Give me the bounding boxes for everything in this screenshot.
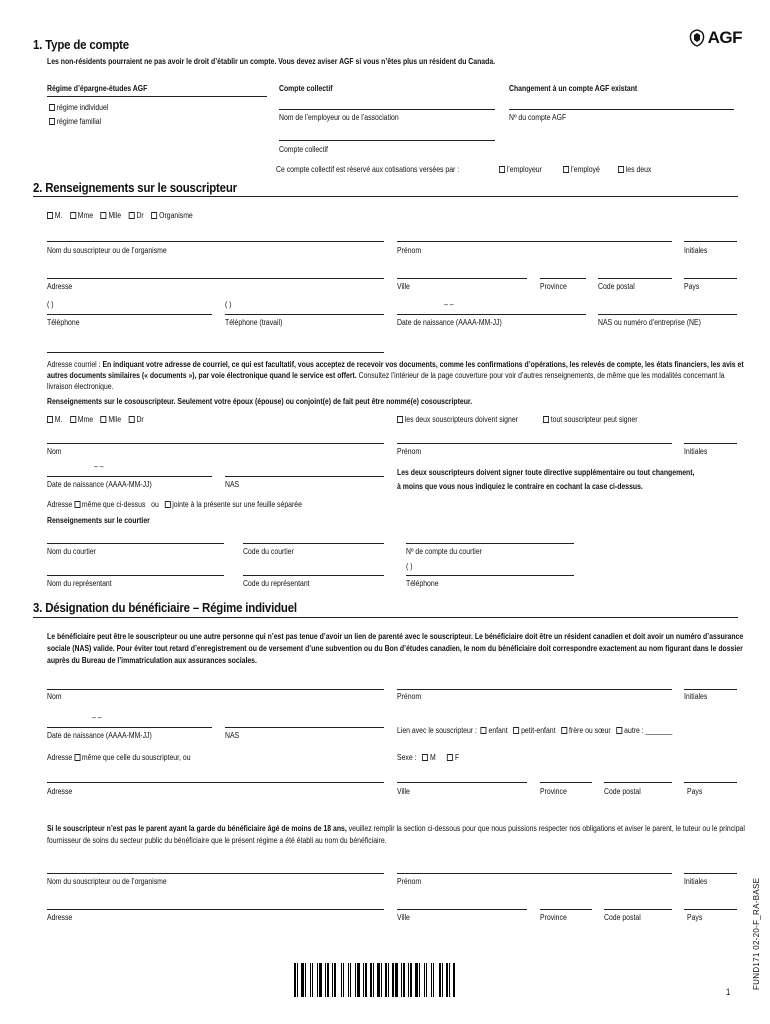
barcode-bar xyxy=(375,963,376,997)
barcode-bar xyxy=(332,963,333,997)
co-same-address-checkbox[interactable] xyxy=(74,501,80,508)
broker-phone-parens: ( ) xyxy=(406,562,413,571)
barcode-bar xyxy=(368,963,369,997)
barcode-bar xyxy=(352,963,354,997)
barcode-bar xyxy=(390,963,391,997)
subscriber-address-field[interactable] xyxy=(47,278,384,279)
both-sign-note-1: Les deux souscripteurs doivent signer toute directive supplémentaire ou tout changement, xyxy=(397,468,695,477)
individual-plan-option[interactable]: régime individuel xyxy=(49,103,108,112)
agf-account-field[interactable] xyxy=(509,109,734,110)
mr-checkbox[interactable] xyxy=(47,212,53,219)
group-account-field[interactable] xyxy=(279,140,495,141)
section-1-title: 1. Type de compte xyxy=(33,37,129,52)
subscriber-name-label: Nom du souscripteur ou de l’organisme xyxy=(47,246,167,255)
guardian-first-field[interactable] xyxy=(397,873,672,874)
beneficiary-first-label: Prénom xyxy=(397,692,422,701)
beneficiary-nas-field[interactable] xyxy=(225,727,384,728)
beneficiary-same-address-checkbox[interactable] xyxy=(74,754,80,761)
family-plan-checkbox[interactable] xyxy=(49,118,55,125)
beneficiary-first-field[interactable] xyxy=(397,689,672,690)
any-sign-checkbox[interactable] xyxy=(543,416,549,423)
barcode-bar xyxy=(424,963,425,997)
barcode-bar xyxy=(361,963,362,997)
subscriber-province-field[interactable] xyxy=(540,278,586,279)
co-initials-field[interactable] xyxy=(684,443,737,444)
nonresident-note: Les non-résidents pourraient ne pas avoir le droit d’établir un compte. Vous devez aviser AGF si vous n’êtes plus un résident du Canada. xyxy=(47,57,496,66)
beneficiary-initials-label: Initiales xyxy=(684,692,708,701)
group-account-label: Compte collectif xyxy=(279,145,328,154)
co-name-field[interactable] xyxy=(47,443,384,444)
employee-option[interactable]: l’employé xyxy=(563,165,600,174)
reserved-contributions-label: Ce compte collectif est réservé aux cotisations versées par : xyxy=(276,165,460,174)
broker-phone-label: Téléphone xyxy=(406,579,439,588)
guardian-country-field[interactable] xyxy=(684,909,737,910)
agf-account-label: Nº du compte AGF xyxy=(509,113,567,122)
subscriber-first-field[interactable] xyxy=(397,241,672,242)
barcode-bar xyxy=(310,963,311,997)
both-sign-checkbox[interactable] xyxy=(397,416,403,423)
phone-parens: ( ) xyxy=(47,300,54,309)
dob-dashes: – – xyxy=(444,300,454,309)
dr-checkbox[interactable] xyxy=(129,212,135,219)
subscriber-initials-field[interactable] xyxy=(684,241,737,242)
barcode-bar xyxy=(399,963,400,997)
both-sign-note-2: à moins que vous nous indiquiez le contraire en cochant la case ci-dessus. xyxy=(397,482,643,491)
email-consent-text: Adresse courriel : En indiquant votre adresse de courriel, ce qui est facultatif, vous acceptez de recevoir vos documents, comme les confirmations d’opérations, les relevés de compte, les états financiers, les avis et autres documents similaires (« documents »), par voie électronique quand le service est offert. Consultez l’intérieur de la page couverture pour voir d’autres renseignements, de même que les modalités concernant la livraison électronique. xyxy=(47,360,744,391)
form-code: FUND171 02-20-F_RA-BASE xyxy=(752,877,761,990)
barcode-bar xyxy=(453,963,455,997)
co-dr-checkbox[interactable] xyxy=(129,416,135,423)
rep-code-field[interactable] xyxy=(243,575,384,576)
barcode-bar xyxy=(370,963,372,997)
barcode-bar xyxy=(388,963,389,997)
guardian-country-label: Pays xyxy=(687,913,703,922)
barcode-bar xyxy=(401,963,402,997)
barcode-bar xyxy=(385,963,387,997)
sibling-checkbox[interactable] xyxy=(561,727,567,734)
barcode-bar xyxy=(406,963,407,997)
barcode-bar xyxy=(365,963,367,997)
other-checkbox[interactable] xyxy=(616,727,622,734)
co-name-label: Nom xyxy=(47,447,62,456)
guardian-initials-label: Initiales xyxy=(684,877,708,886)
co-address-options[interactable]: Adresse même que ci-dessus ou jointe à la présente sur une feuille séparée xyxy=(47,500,302,509)
both-option[interactable]: les deux xyxy=(618,165,651,174)
barcode-bar xyxy=(392,963,394,997)
barcode-bar xyxy=(426,963,427,997)
co-initials-label: Initiales xyxy=(684,447,708,456)
beneficiary-address-field[interactable] xyxy=(47,782,384,783)
beneficiary-name-label: Nom xyxy=(47,692,62,701)
beneficiary-postal-label: Code postal xyxy=(604,787,641,796)
barcode-bar xyxy=(428,963,430,997)
subscriber-city-field[interactable] xyxy=(397,278,527,279)
beneficiary-dob-label: Date de naissance (AAAA-MM-JJ) xyxy=(47,731,152,740)
section-2-title: 2. Renseignements sur le souscripteur xyxy=(33,180,237,195)
barcode-bar xyxy=(410,963,412,997)
barcode-bar xyxy=(444,963,445,997)
barcode-bar xyxy=(319,963,322,997)
beneficiary-province-field[interactable] xyxy=(540,782,592,783)
both-checkbox[interactable] xyxy=(618,166,624,173)
employer-name-label: Nom de l’employeur ou de l’association xyxy=(279,113,399,122)
barcode-bar xyxy=(439,963,441,997)
child-checkbox[interactable] xyxy=(481,727,487,734)
barcode-bar xyxy=(325,963,326,997)
co-nas-label: NAS xyxy=(225,480,240,489)
broker-code-label: Code du courtier xyxy=(243,547,294,556)
barcode-bar xyxy=(403,963,405,997)
beneficiary-address-label: Adresse xyxy=(47,787,73,796)
barcode-bar xyxy=(413,963,414,997)
guardian-address-field[interactable] xyxy=(47,909,384,910)
miss-checkbox[interactable] xyxy=(101,212,107,219)
barcode-bar xyxy=(408,963,409,997)
both-sign-option[interactable]: les deux souscripteurs doivent signer xyxy=(397,415,518,424)
resp-heading: Régime d’épargne-études AGF xyxy=(47,84,148,93)
group-account-heading: Compte collectif xyxy=(279,84,333,93)
guardian-initials-field[interactable] xyxy=(684,873,737,874)
co-mrs-checkbox[interactable] xyxy=(70,416,76,423)
barcode-bar xyxy=(431,963,432,997)
subscriber-province-label: Province xyxy=(540,282,567,291)
subscriber-nas-field[interactable] xyxy=(598,314,737,315)
barcode-bar xyxy=(345,963,347,997)
broker-name-field[interactable] xyxy=(47,543,224,544)
barcode-bar xyxy=(327,963,329,997)
beneficiary-dob-dashes: – – xyxy=(92,713,102,722)
beneficiary-country-label: Pays xyxy=(687,787,703,796)
barcode-bar xyxy=(307,963,309,997)
barcode-bar xyxy=(421,963,423,997)
barcode-bar xyxy=(435,963,438,997)
beneficiary-postal-field[interactable] xyxy=(604,782,672,783)
cosubscriber-title-options[interactable]: M. Mme Mlle Dr xyxy=(47,415,144,424)
barcode-bar xyxy=(433,963,434,997)
beneficiary-initials-field[interactable] xyxy=(684,689,737,690)
email-field[interactable] xyxy=(47,352,384,353)
broker-name-label: Nom du courtier xyxy=(47,547,96,556)
grandchild-checkbox[interactable] xyxy=(513,727,519,734)
guardian-address-label: Adresse xyxy=(47,913,73,922)
sex-m-checkbox[interactable] xyxy=(422,754,428,761)
beneficiary-name-field[interactable] xyxy=(47,689,384,690)
mrs-checkbox[interactable] xyxy=(70,212,76,219)
barcode-bar xyxy=(294,963,296,997)
barcode xyxy=(294,963,460,997)
sex-f-checkbox[interactable] xyxy=(447,754,453,761)
barcode-bar xyxy=(449,963,450,997)
employer-name-field[interactable] xyxy=(279,109,495,110)
barcode-bar xyxy=(323,963,324,997)
existing-account-heading: Changement à un compte AGF existant xyxy=(509,84,638,93)
employer-checkbox[interactable] xyxy=(499,166,505,173)
co-dob-label: Date de naissance (AAAA-MM-JJ) xyxy=(47,480,152,489)
beneficiary-nas-label: NAS xyxy=(225,731,240,740)
co-dob-dashes: – – xyxy=(94,462,104,471)
subscriber-work-phone-field[interactable] xyxy=(225,314,384,315)
section-3-title: 3. Désignation du bénéficiaire – Régime individuel xyxy=(33,600,297,615)
subscriber-dob-label: Date de naissance (AAAA-MM-JJ) xyxy=(397,318,502,327)
barcode-bar xyxy=(415,963,418,997)
barcode-bar xyxy=(383,963,384,997)
broker-account-label: Nº de compte du courtier xyxy=(406,547,482,556)
barcode-bar xyxy=(357,963,360,997)
co-miss-checkbox[interactable] xyxy=(101,416,107,423)
subscriber-name-field[interactable] xyxy=(47,241,384,242)
relationship-options[interactable]: Lien avec le souscripteur : enfant petit-enfant frère ou sœur autre : _______ xyxy=(397,726,673,735)
barcode-bar xyxy=(305,963,306,997)
barcode-bar xyxy=(337,963,340,997)
sex-options[interactable]: Sexe : M F xyxy=(397,753,460,762)
agf-logo-text: AGF xyxy=(707,28,742,47)
barcode-bar xyxy=(363,963,364,997)
rep-code-label: Code du représentant xyxy=(243,579,310,588)
guardian-province-field[interactable] xyxy=(540,909,592,910)
cosubscriber-heading: Renseignements sur le cosouscripteur. Seulement votre époux (épouse) ou conjoint(e) de fait peut être nommé(e) cosouscripteur. xyxy=(47,397,473,406)
barcode-bar xyxy=(297,963,298,997)
beneficiary-paragraph: Le bénéficiaire peut être le souscripteur ou une autre personne qui n’est pas tenue d’avoir un lien de parenté avec le souscripteur. Le bénéficiaire doit être un résident canadien et doit avoir un numéro d’assurance sociale (NAS) valide. Pour éviter tout retard d’enregistrement ou de versement d’une subvention ou du Bon d’études canadien, le nom du bénéficiaire doit correspondre exactement au nom figurant dans le dossier auprès du Bureau de l’immatriculation aux assurances sociales. xyxy=(47,632,744,665)
rep-name-field[interactable] xyxy=(47,575,224,576)
guardian-postal-label: Code postal xyxy=(604,913,641,922)
subscriber-postal-field[interactable] xyxy=(598,278,672,279)
subscriber-phone-label: Téléphone xyxy=(47,318,80,327)
guardian-first-label: Prénom xyxy=(397,877,422,886)
guardian-note: Si le souscripteur n’est pas le parent ayant la garde du bénéficiaire âgé de moins de 18 ans, veuillez remplir la section ci-dessous pour que nous puissions respecter nos obligations et aviser le parent, le tuteur ou le principal fournisseur de soins du secteur public du bénéficiaire que le présent régime a été établi au nom du bénéficiaire. xyxy=(47,824,745,845)
barcode-bar xyxy=(330,963,331,997)
subscriber-country-label: Pays xyxy=(684,282,700,291)
agf-lion-icon xyxy=(689,29,705,47)
barcode-bar xyxy=(451,963,452,997)
broker-code-field[interactable] xyxy=(243,543,384,544)
barcode-bar xyxy=(341,963,342,997)
co-dob-field[interactable] xyxy=(47,476,212,477)
beneficiary-province-label: Province xyxy=(540,787,567,796)
co-first-field[interactable] xyxy=(397,443,672,444)
beneficiary-dob-field[interactable] xyxy=(47,727,212,728)
work-phone-parens: ( ) xyxy=(225,300,232,309)
subscriber-postal-label: Code postal xyxy=(598,282,635,291)
employer-option[interactable]: l’employeur xyxy=(499,165,542,174)
barcode-bar xyxy=(373,963,374,997)
barcode-bar xyxy=(381,963,382,997)
beneficiary-same-address-option[interactable]: Adresse même que celle du souscripteur, ou xyxy=(47,753,191,762)
rep-name-label: Nom du représentant xyxy=(47,579,112,588)
guardian-name-label: Nom du souscripteur ou de l’organisme xyxy=(47,877,167,886)
employee-checkbox[interactable] xyxy=(563,166,569,173)
individual-plan-checkbox[interactable] xyxy=(49,104,55,111)
subscriber-city-label: Ville xyxy=(397,282,410,291)
subscriber-country-field[interactable] xyxy=(684,278,737,279)
subscriber-work-phone-label: Téléphone (travail) xyxy=(225,318,283,327)
co-first-label: Prénom xyxy=(397,447,422,456)
co-nas-field[interactable] xyxy=(225,476,384,477)
broker-account-field[interactable] xyxy=(406,543,574,544)
subscriber-address-label: Adresse xyxy=(47,282,73,291)
barcode-bar xyxy=(312,963,313,997)
barcode-bar xyxy=(442,963,443,997)
beneficiary-city-label: Ville xyxy=(397,787,410,796)
broker-phone-field[interactable] xyxy=(406,575,574,576)
family-plan-option[interactable]: régime familial xyxy=(49,117,101,126)
co-mr-checkbox[interactable] xyxy=(47,416,53,423)
any-sign-option[interactable]: tout souscripteur peut signer xyxy=(543,415,638,424)
barcode-bar xyxy=(301,963,304,997)
barcode-bar xyxy=(350,963,351,997)
barcode-bar xyxy=(348,963,349,997)
barcode-bar xyxy=(299,963,300,997)
guardian-city-label: Ville xyxy=(397,913,410,922)
barcode-bar xyxy=(334,963,336,997)
barcode-bar xyxy=(355,963,356,997)
barcode-bar xyxy=(314,963,316,997)
guardian-city-field[interactable] xyxy=(397,909,527,910)
barcode-bar xyxy=(419,963,420,997)
subscriber-initials-label: Initiales xyxy=(684,246,708,255)
barcode-bar xyxy=(395,963,398,997)
barcode-bar xyxy=(446,963,448,997)
agf-logo xyxy=(689,28,742,48)
beneficiary-city-field[interactable] xyxy=(397,782,527,783)
subscriber-first-label: Prénom xyxy=(397,246,422,255)
beneficiary-country-field[interactable] xyxy=(684,782,737,783)
organization-checkbox[interactable] xyxy=(151,212,157,219)
guardian-postal-field[interactable] xyxy=(604,909,672,910)
subscriber-dob-field[interactable] xyxy=(397,314,586,315)
subscriber-title-options[interactable]: M. Mme Mlle Dr Organisme xyxy=(47,211,193,220)
barcode-bar xyxy=(317,963,318,997)
barcode-bar xyxy=(343,963,344,997)
broker-heading: Renseignements sur le courtier xyxy=(47,516,150,525)
barcode-bar xyxy=(377,963,380,997)
subscriber-phone-field[interactable] xyxy=(47,314,212,315)
subscriber-nas-label: NAS ou numéro d’entreprise (NE) xyxy=(598,318,701,327)
guardian-province-label: Province xyxy=(540,913,567,922)
co-attached-address-checkbox[interactable] xyxy=(165,501,171,508)
guardian-name-field[interactable] xyxy=(47,873,384,874)
page-number: 1 xyxy=(726,987,731,997)
